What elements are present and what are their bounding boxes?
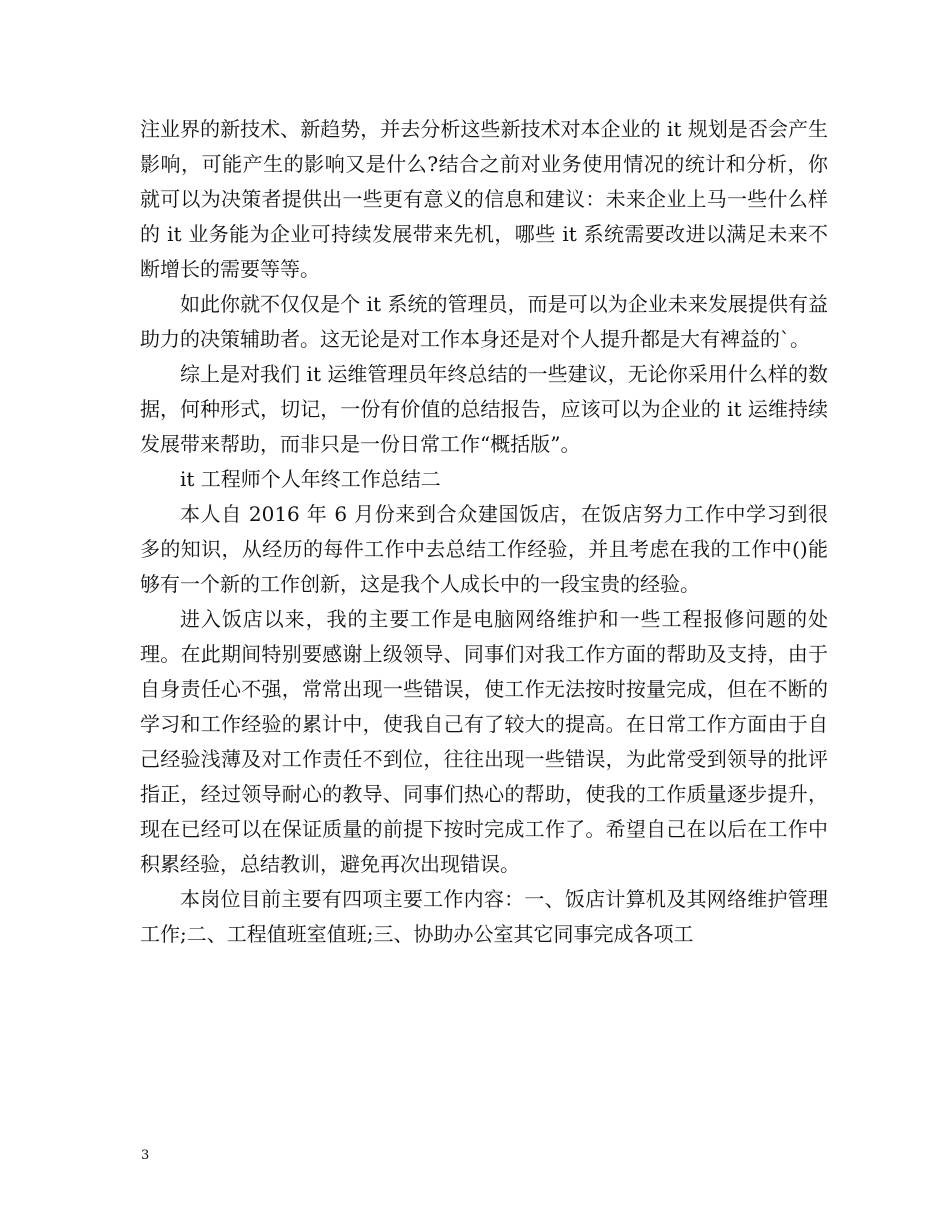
- paragraph-continuation: 注业界的新技术、新趋势，并去分析这些新技术对本企业的 it 规划是否会产生影响，可能产生的影响又是什么?结合之前对业务使用情况的统计和分析，你就可以为决策者提供出一些更有意义的信息和建议：未来企业上马一些什么样的 it 业务能为企业可持续发展带来先机，哪些 it 系统需要改进以满足未来不断增长的需要等等。: [140, 117, 828, 281]
- paragraph: 如此你就不仅仅是个 it 系统的管理员，而是可以为企业未来发展提供有益助力的决策辅助者。这无论是对工作本身还是对个人提升都是大有裨益的`。: [140, 292, 828, 351]
- page-number: 3: [141, 1148, 150, 1163]
- section-heading: it 工程师个人年终工作总结二: [180, 467, 441, 491]
- paragraph: 本岗位目前主要有四项主要工作内容：一、饭店计算机及其网络维护管理工作;二、工程值班室值班;三、协助办公室其它同事完成各项工: [140, 887, 828, 946]
- paragraph: 综上是对我们 it 运维管理员年终总结的一些建议，无论你采用什么样的数据，何种形式，切记，一份有价值的总结报告，应该可以为企业的 it 运维持续发展带来帮助，而非只是一份日常工作“概括版”。: [140, 362, 828, 456]
- body-text: [140, 112, 828, 952]
- paragraph: 本人自 2016 年 6 月份来到合众建国饭店，在饭店努力工作中学习到很多的知识，从经历的每件工作中去总结工作经验，并且考虑在我的工作中()能够有一个新的工作创新，这是我个人成长中的一段宝贵的经验。: [140, 502, 828, 596]
- paragraph: 进入饭店以来，我的主要工作是电脑网络维护和一些工程报修问题的处理。在此期间特别要感谢上级领导、同事们对我工作方面的帮助及支持，由于自身责任心不强，常常出现一些错误，使工作无法按时按量完成，但在不断的学习和工作经验的累计中，使我自己有了较大的提高。在日常工作方面由于自己经验浅薄及对工作责任不到位，往往出现一些错误，为此常受到领导的批评指正，经过领导耐心的教导、同事们热心的帮助，使我的工作质量逐步提升，现在已经可以在保证质量的前提下按时完成工作了。希望自己在以后在工作中积累经验，总结教训，避免再次出现错误。: [140, 607, 828, 876]
